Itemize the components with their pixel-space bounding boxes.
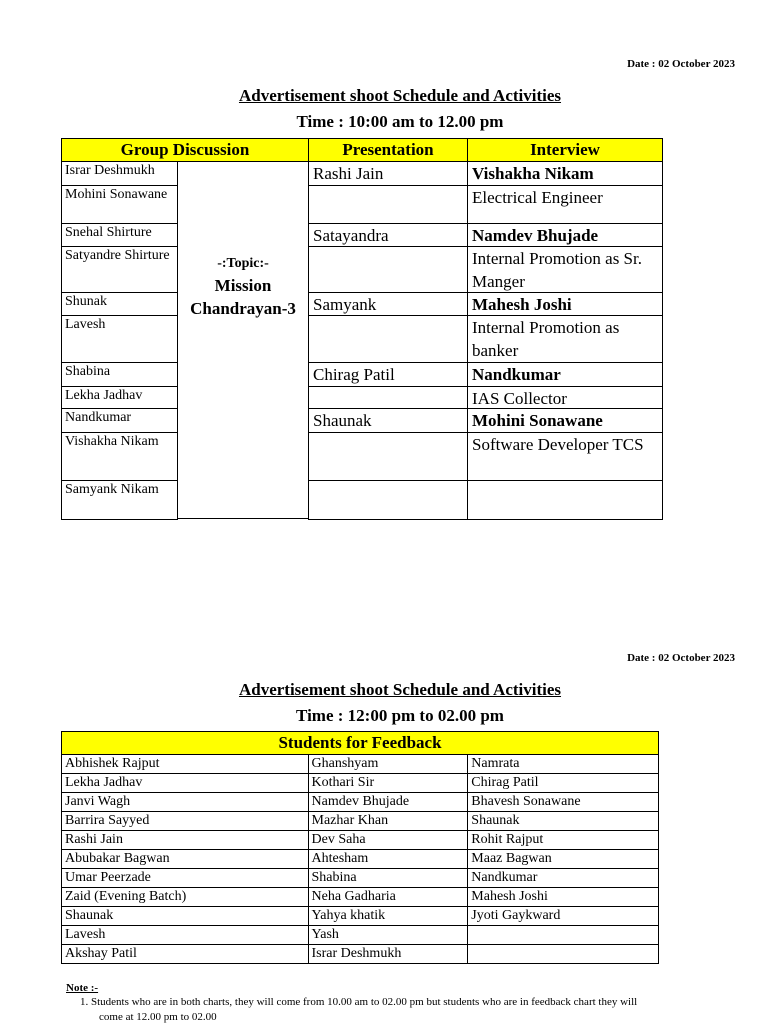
interviewee-name: Mohini Sonawane: [467, 408, 663, 433]
presentation-cell: [308, 386, 468, 409]
gd-participant: Snehal Shirture: [61, 223, 178, 247]
feedback-student: [468, 926, 659, 945]
feedback-student: Namdev Bhujade: [308, 793, 468, 812]
schedule-title: Advertisement shoot Schedule and Activities: [238, 86, 562, 105]
gd-participant: Mohini Sonawane: [61, 185, 178, 224]
feedback-student: Barrira Sayyed: [62, 812, 309, 831]
interview-role: Internal Promotion as banker: [467, 315, 663, 363]
note-item-1-continued: come at 12.00 pm to 02.00: [99, 1011, 217, 1023]
gd-participant: Vishakha Nikam: [61, 432, 178, 481]
feedback-table: [61, 754, 659, 964]
presentation-cell: Shaunak: [308, 408, 468, 433]
feedback-student: Kothari Sir: [308, 774, 468, 793]
interviewee-name: Vishakha Nikam: [467, 161, 663, 186]
presentation-cell: [308, 185, 468, 224]
header-presentation: Presentation: [308, 138, 468, 162]
table-row: [62, 812, 659, 831]
feedback-student: Yash: [308, 926, 468, 945]
feedback-student: Rohit Rajput: [468, 831, 659, 850]
feedback-student: Janvi Wagh: [62, 793, 309, 812]
interview-role: Internal Promotion as Sr. Manger: [467, 246, 663, 293]
feedback-student: [468, 945, 659, 964]
interviewee-name: Nandkumar: [467, 362, 663, 387]
gd-participant: Lavesh: [61, 315, 178, 363]
table-row: [62, 831, 659, 850]
feedback-student: Lavesh: [62, 926, 309, 945]
note-label: Note :-: [66, 982, 99, 994]
feedback-student: Ahtesham: [308, 850, 468, 869]
topic-label: -:Topic:-: [217, 256, 269, 271]
interview-role: Electrical Engineer: [467, 185, 663, 224]
gd-participant: Samyank Nikam: [61, 480, 178, 520]
presentation-cell: [308, 315, 468, 363]
feedback-student: Abubakar Bagwan: [62, 850, 309, 869]
header-group-discussion: Group Discussion: [61, 138, 309, 162]
feedback-student: Lekha Jadhav: [62, 774, 309, 793]
feedback-student: Bhavesh Sonawane: [468, 793, 659, 812]
feedback-student: Zaid (Evening Batch): [62, 888, 309, 907]
presentation-cell: [308, 246, 468, 293]
gd-participant: Shabina: [61, 362, 178, 387]
table-row: [62, 793, 659, 812]
note-item-1: 1. Students who are in both charts, they will come from 10.00 am to 02.00 pm but students who are in feedback chart they will: [80, 996, 638, 1008]
presentation-cell: [308, 480, 468, 520]
feedback-student: Umar Peerzade: [62, 869, 309, 888]
feedback-student: Maaz Bagwan: [468, 850, 659, 869]
feedback-student: Namrata: [468, 755, 659, 774]
feedback-student: Israr Deshmukh: [308, 945, 468, 964]
presentation-cell: Samyank: [308, 292, 468, 316]
feedback-student: Chirag Patil: [468, 774, 659, 793]
feedback-student: Neha Gadharia: [308, 888, 468, 907]
gd-participant: Lekha Jadhav: [61, 386, 178, 409]
feedback-student: Ghanshyam: [308, 755, 468, 774]
feedback-student: Shabina: [308, 869, 468, 888]
table-row: [62, 774, 659, 793]
table-row: [62, 755, 659, 774]
schedule-time: Time : 10:00 am to 12.00 pm: [296, 112, 504, 131]
date-label-2: Date : 02 October 2023: [627, 652, 735, 664]
feedback-student: Mazhar Khan: [308, 812, 468, 831]
header-students-feedback: Students for Feedback: [61, 731, 659, 755]
feedback-student: Jyoti Gaykward: [468, 907, 659, 926]
presentation-cell: Chirag Patil: [308, 362, 468, 387]
table-row: [62, 945, 659, 964]
table-row: [62, 907, 659, 926]
feedback-student: Shaunak: [62, 907, 309, 926]
gd-participant: Nandkumar: [61, 408, 178, 433]
gd-participant: Israr Deshmukh: [61, 161, 178, 186]
schedule-time-2: Time : 12:00 pm to 02.00 pm: [296, 706, 504, 725]
feedback-student: Abhishek Rajput: [62, 755, 309, 774]
header-interview: Interview: [467, 138, 663, 162]
presentation-cell: [308, 432, 468, 481]
interviewee-name: Namdev Bhujade: [467, 223, 663, 247]
presentation-cell: Satayandra: [308, 223, 468, 247]
feedback-student: Yahya khatik: [308, 907, 468, 926]
feedback-student: Nandkumar: [468, 869, 659, 888]
interviewee-name: [467, 480, 663, 520]
gd-participant: Satyandre Shirture: [61, 246, 178, 293]
gd-participant: Shunak: [61, 292, 178, 316]
table-row: [62, 926, 659, 945]
topic-cell: [177, 161, 309, 519]
interview-role: Software Developer TCS: [467, 432, 663, 481]
table-row: [62, 850, 659, 869]
date-label: Date : 02 October 2023: [627, 58, 735, 70]
feedback-student: Dev Saha: [308, 831, 468, 850]
interview-role: IAS Collector: [467, 386, 663, 409]
feedback-student: Rashi Jain: [62, 831, 309, 850]
table-row: [62, 888, 659, 907]
schedule-title-2: Advertisement shoot Schedule and Activities: [238, 680, 562, 699]
topic-name: Mission Chandrayan-3: [190, 276, 296, 318]
interviewee-name: Mahesh Joshi: [467, 292, 663, 316]
feedback-student: Shaunak: [468, 812, 659, 831]
table-row: [62, 869, 659, 888]
presentation-cell: Rashi Jain: [308, 161, 468, 186]
feedback-student: Akshay Patil: [62, 945, 309, 964]
feedback-student: Mahesh Joshi: [468, 888, 659, 907]
